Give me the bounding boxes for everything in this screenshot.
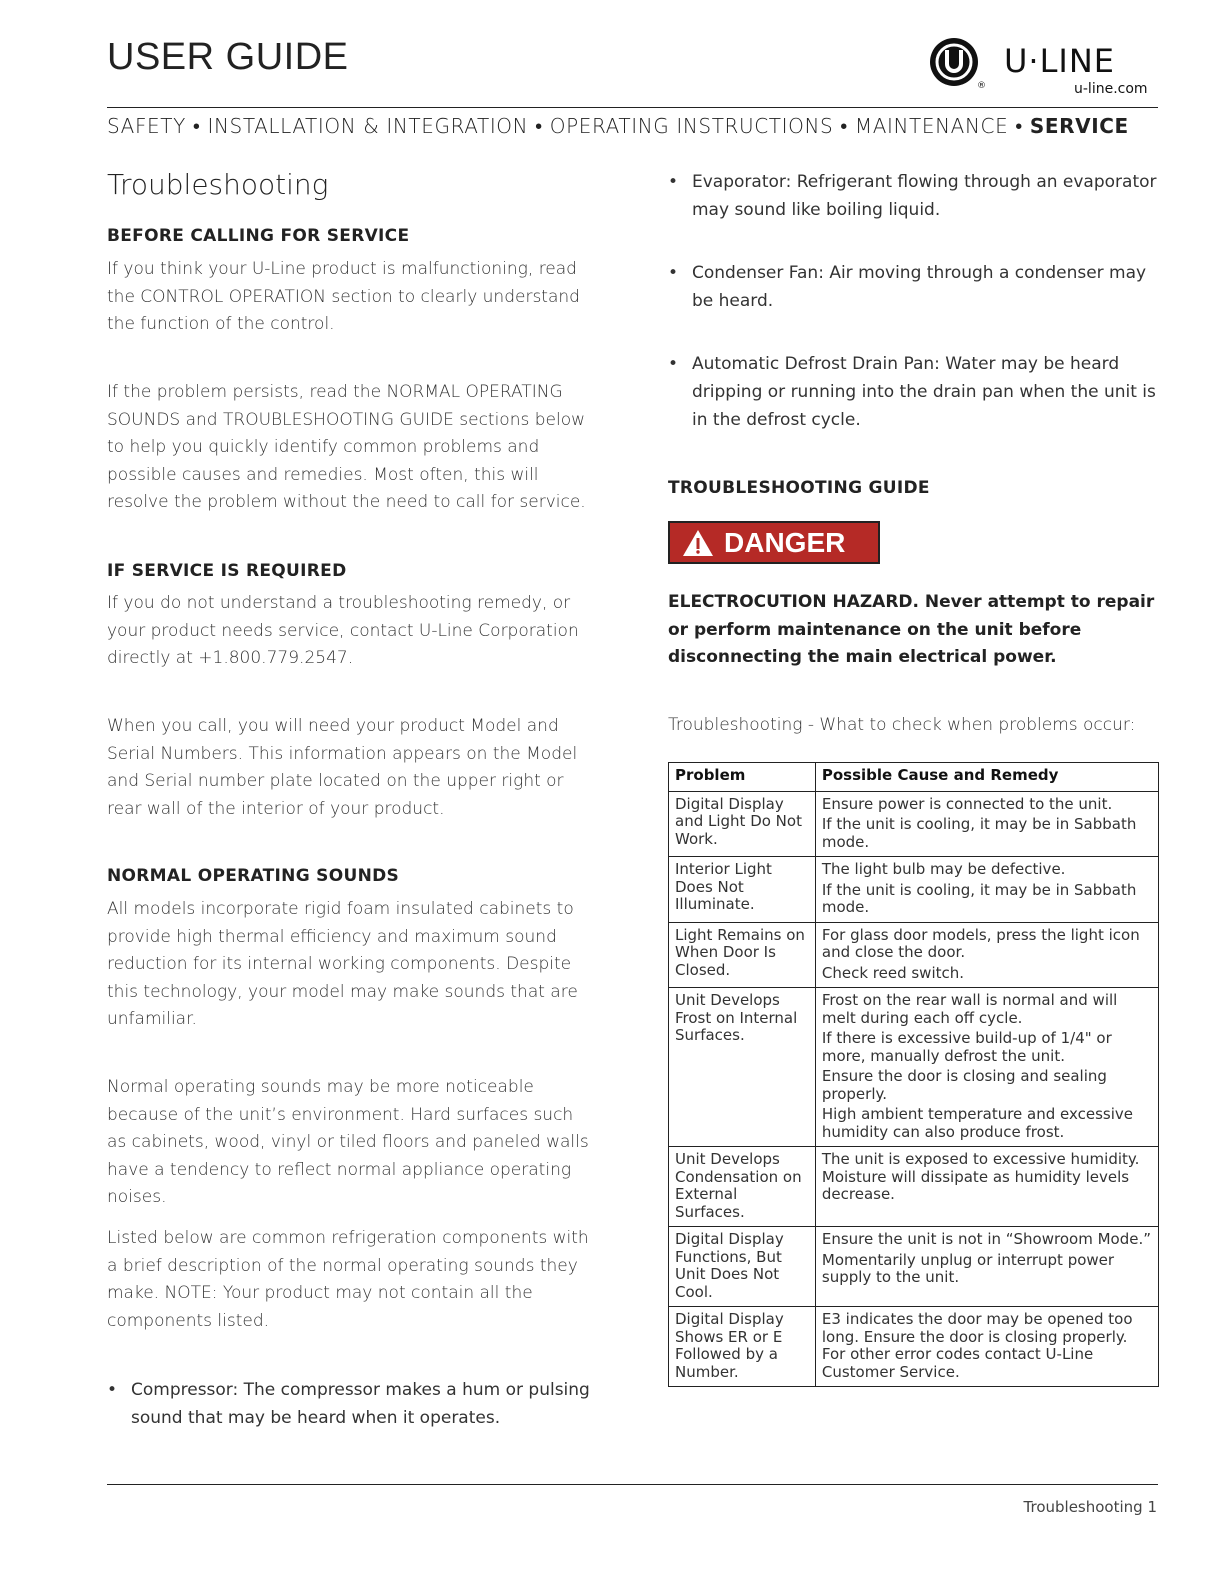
- bullet-condenser-fan: • Condenser Fan: Air moving through a condenser may be heard.: [668, 260, 1158, 315]
- table-row: [669, 1147, 1159, 1227]
- brand-wordmark: U·LINE: [1004, 42, 1116, 80]
- service-paragraph-2: When you call, you will need your product Model and Serial Numbers. This information appears on the Model and Serial number plate located on the upper right or rear wall of the interior of your product.: [107, 716, 578, 819]
- danger-label: DANGER: [724, 526, 846, 558]
- service-heading: IF SERVICE IS REQUIRED: [107, 561, 347, 581]
- header-problem: Problem: [669, 763, 816, 792]
- table-row: [669, 791, 1159, 857]
- before-paragraph-1: If you think your U-Line product is malfunctioning, read the CONTROL OPERATION section to clearly understand the function of the control.: [107, 259, 580, 335]
- nav-maintenance: MAINTENANCE: [854, 114, 1009, 138]
- problem-cell: Digital Display and Light Do Not Work.: [669, 791, 816, 857]
- remedy-line: E3 indicates the door may be opened too long. Ensure the door is closing properly. For other error codes contact U-Line Customer Service.: [821, 1310, 1133, 1381]
- table-row: [669, 857, 1159, 923]
- sounds-paragraph-2: Normal operating sounds may be more noticeable because of the unit’s environment. Hard surfaces such as cabinets, wood, vinyl or tiled floors and paneled walls have a tendency to reflect normal appliance operating noises.: [107, 1077, 589, 1208]
- guide-heading: TROUBLESHOOTING GUIDE: [668, 478, 930, 498]
- electrocution-warning: ELECTROCUTION HAZARD. Never attempt to repair or perform maintenance on the unit before disconnecting the main electrical power.: [668, 592, 1155, 668]
- footer-rule: [107, 1484, 1158, 1485]
- section-title: Troubleshooting: [107, 168, 329, 201]
- remedy-cell: [815, 1147, 1158, 1227]
- table-header-row: [669, 763, 1159, 792]
- remedy-line: If there is excessive build-up of 1/4" or more, manually defrost the unit.: [821, 1029, 1112, 1065]
- troubleshooting-table: [668, 762, 1159, 1387]
- remedy-cell: [815, 1307, 1158, 1387]
- remedy-cell: [815, 1227, 1158, 1307]
- sounds-heading: NORMAL OPERATING SOUNDS: [107, 866, 400, 886]
- nav-service: SERVICE: [1029, 114, 1129, 138]
- remedy-cell: [815, 791, 1158, 857]
- table-row: [669, 1307, 1159, 1387]
- remedy-line: If the unit is cooling, it may be in Sabbath mode.: [821, 815, 1137, 851]
- svg-text:®: ®: [977, 81, 986, 91]
- u-line-logo: [928, 36, 1160, 96]
- remedy-line: The unit is exposed to excessive humidity. Moisture will dissipate as humidity levels decrease.: [821, 1150, 1140, 1203]
- header-remedy: Possible Cause and Remedy: [815, 763, 1158, 792]
- problem-cell: Digital Display Shows ER or E Followed by a Number.: [669, 1307, 816, 1387]
- problem-cell: Digital Display Functions, But Unit Does Not Cool.: [669, 1227, 816, 1307]
- problem-cell: Unit Develops Condensation on External Surfaces.: [669, 1147, 816, 1227]
- remedy-line: Ensure the door is closing and sealing properly.: [821, 1067, 1107, 1103]
- before-heading: BEFORE CALLING FOR SERVICE: [107, 226, 410, 246]
- problem-cell: Unit Develops Frost on Internal Surfaces.: [669, 988, 816, 1147]
- remedy-cell: [815, 857, 1158, 923]
- table-row: [669, 1227, 1159, 1307]
- bullet-evaporator: • Evaporator: Refrigerant flowing through an evaporator may sound like boiling liquid.: [668, 169, 1158, 224]
- table-row: [669, 988, 1159, 1147]
- nav-safety: SAFETY: [107, 114, 186, 138]
- remedy-cell: [815, 922, 1158, 988]
- bullet-compressor: • Compressor: The compressor makes a hum or pulsing sound that may be heard when it operates.: [107, 1377, 597, 1432]
- sounds-paragraph-3: Listed below are common refrigeration components with a brief description of the normal operating sounds they make. NOTE: Your product may not contain all the components listed.: [107, 1228, 589, 1331]
- remedy-line: The light bulb may be defective.: [821, 860, 1066, 878]
- remedy-cell: [815, 988, 1158, 1147]
- remedy-line: For glass door models, press the light icon and close the door.: [821, 925, 1140, 961]
- remedy-line: If the unit is cooling, it may be in Sabbath mode.: [821, 880, 1137, 916]
- remedy-line: Check reed switch.: [821, 963, 965, 982]
- nav-installation: INSTALLATION & INTEGRATION: [207, 114, 529, 138]
- remedy-line: Frost on the rear wall is normal and will melt during each off cycle.: [821, 991, 1118, 1027]
- nav-operating: OPERATING INSTRUCTIONS: [549, 114, 834, 138]
- bullet-defrost-drain-pan: • Automatic Defrost Drain Pan: Water may be heard dripping or running into the drain pan when the unit is in the defrost cycle.: [668, 351, 1158, 434]
- problem-cell: Light Remains on When Door Is Closed.: [669, 922, 816, 988]
- remedy-line: Ensure power is connected to the unit.: [821, 794, 1113, 813]
- problem-cell: Interior Light Does Not Illuminate.: [669, 857, 816, 923]
- table-row: [669, 922, 1159, 988]
- remedy-line: Ensure the unit is not in “Showroom Mode.”: [821, 1230, 1151, 1248]
- header-rule: [107, 107, 1158, 108]
- sounds-paragraph-1: All models incorporate rigid foam insulated cabinets to provide high thermal efficiency and maximum sound reduction for its internal working components. Despite this technology, your model may make sounds that are unfamiliar.: [107, 899, 578, 1030]
- table-intro: Troubleshooting - What to check when problems occur:: [668, 715, 1136, 735]
- section-nav: SAFETY • INSTALLATION & INTEGRATION • OPERATING INSTRUCTIONS • MAINTENANCE • SERVICE: [107, 114, 1129, 138]
- remedy-line: High ambient temperature and excessive humidity can also produce frost.: [821, 1105, 1133, 1141]
- warning-triangle-icon: [682, 529, 714, 557]
- page-footer: Troubleshooting 1: [1023, 1498, 1157, 1516]
- brand-url: u-line.com: [1074, 81, 1148, 96]
- service-paragraph-1: If you do not understand a troubleshooting remedy, or your product needs service, contact U-Line Corporation directly at +1.800.779.2547.: [107, 593, 579, 669]
- page-title: USER GUIDE: [107, 36, 349, 78]
- danger-badge: [668, 521, 880, 564]
- before-paragraph-2: If the problem persists, read the NORMAL OPERATING SOUNDS and TROUBLESHOOTING GUIDE sections below to help you quickly identify common problems and possible causes and remedies. Most often, this will resolve the problem without the need to call for service.: [107, 382, 586, 513]
- remedy-line: Momentarily unplug or interrupt power supply to the unit.: [821, 1250, 1115, 1286]
